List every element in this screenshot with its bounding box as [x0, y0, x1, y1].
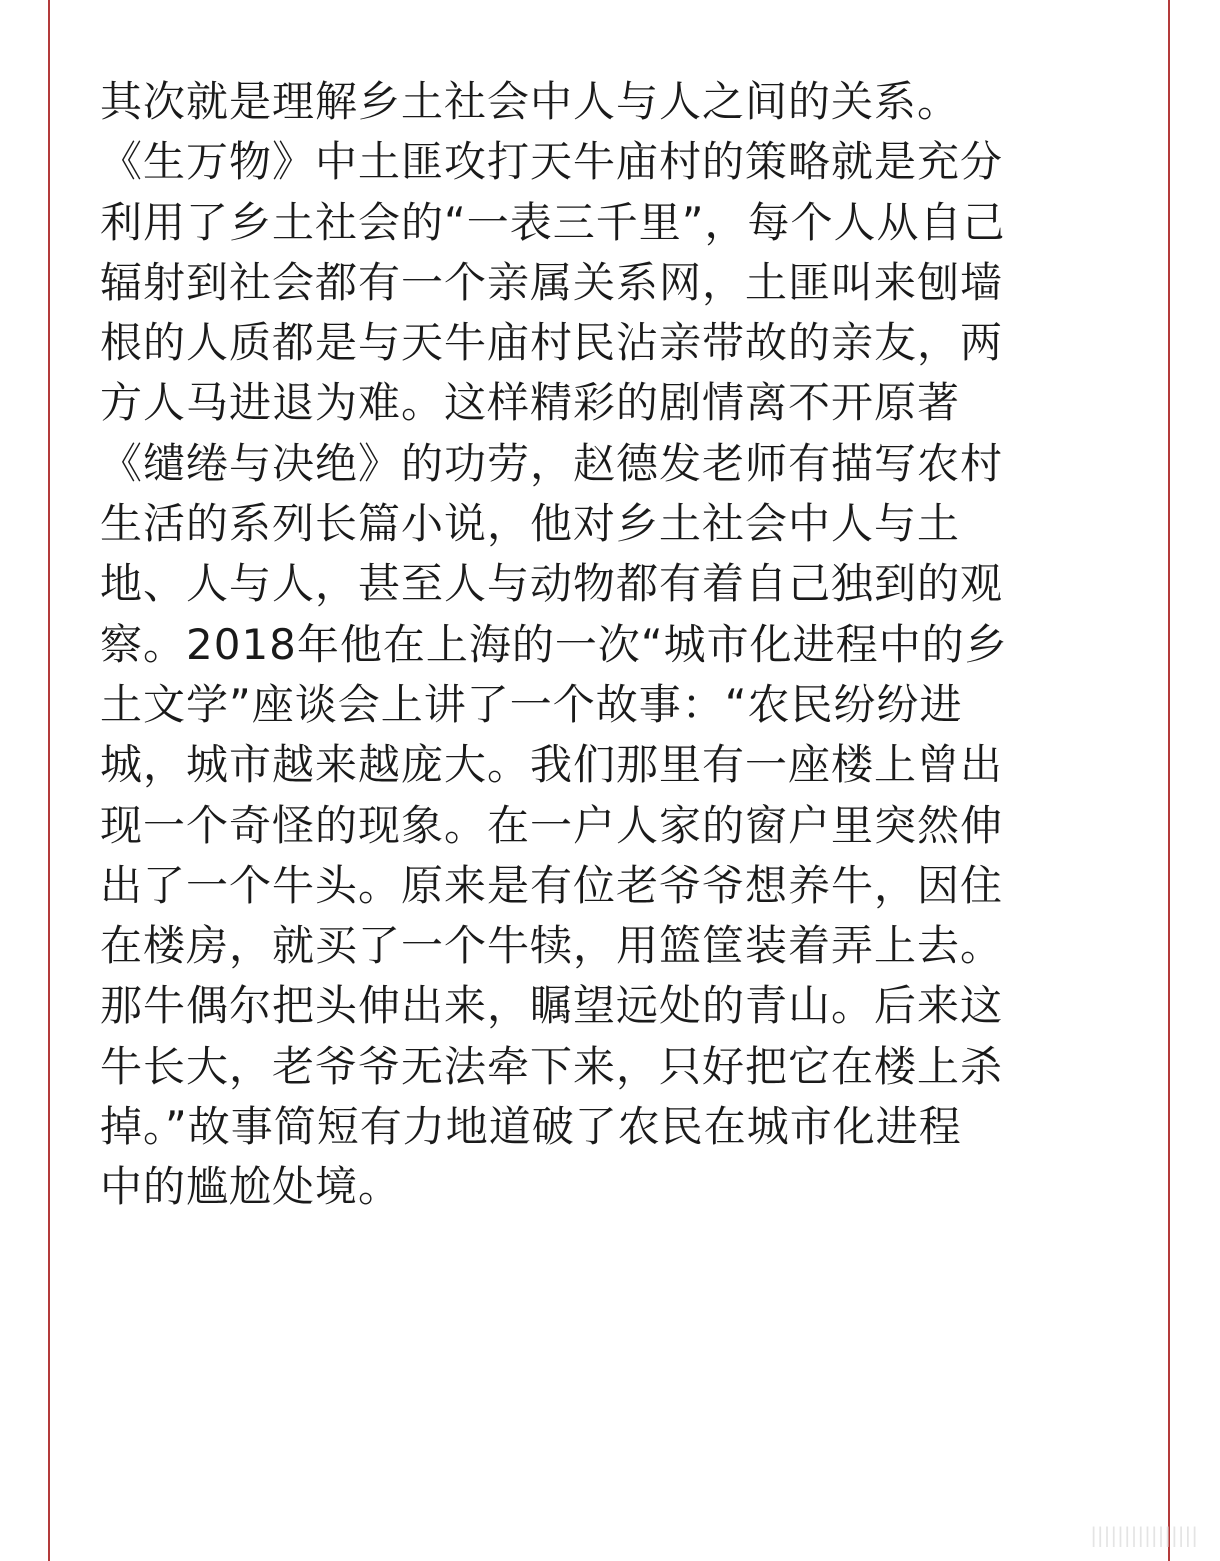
text-line: 牛长大，老爷爷无法牵下来，只好把它在楼上杀 — [100, 1041, 1004, 1091]
text-line: 土文学”座谈会上讲了一个故事：“农民纷纷进 — [100, 679, 963, 729]
left-border-line — [48, 0, 50, 1561]
text-line: 地、人与人，甚至人与动物都有着自己独到的观 — [100, 559, 1004, 609]
text-line: 《生万物》中土匪攻打天牛庙村的策略就是充分 — [100, 137, 1004, 187]
text-line: 辐射到社会都有一个亲属关系网，土匪叫来刨墙 — [100, 257, 1004, 307]
text-line: 那牛偶尔把头伸出来，瞩望远处的青山。后来这 — [100, 981, 1004, 1031]
text-line: 掉。”故事简短有力地道破了农民在城市化进程 — [100, 1102, 962, 1152]
text-line: 利用了乡土社会的“一表三千里”，每个人从自己 — [100, 197, 1006, 247]
text-line: 现一个奇怪的现象。在一户人家的窗户里突然伸 — [100, 800, 1004, 850]
article-body — [100, 72, 1120, 1218]
text-line: 生活的系列长篇小说，他对乡土社会中人与土 — [100, 499, 961, 549]
text-line: 在楼房，就买了一个牛犊，用篮筐装着弄上去。 — [100, 921, 1004, 971]
text-line: 《缱绻与决绝》的功劳，赵德发老师有描写农村 — [100, 438, 1004, 488]
text-line: 察。2018年他在上海的一次“城市化进程中的乡 — [100, 619, 1008, 669]
right-border-line — [1168, 0, 1170, 1561]
watermark: |||||||||||||||| — [1090, 1523, 1198, 1547]
text-line: 中的尴尬处境。 — [100, 1162, 402, 1212]
text-line: 出了一个牛头。原来是有位老爷爷想养牛，因住 — [100, 860, 1004, 910]
text-line: 根的人质都是与天牛庙村民沾亲带故的亲友，两 — [100, 318, 1004, 368]
text-line: 方人马进退为难。这样精彩的剧情离不开原著 — [100, 378, 961, 428]
text-line: 其次就是理解乡土社会中人与人之间的关系。 — [100, 77, 961, 126]
text-line: 城，城市越来越庞大。我们那里有一座楼上曾出 — [100, 740, 1004, 790]
